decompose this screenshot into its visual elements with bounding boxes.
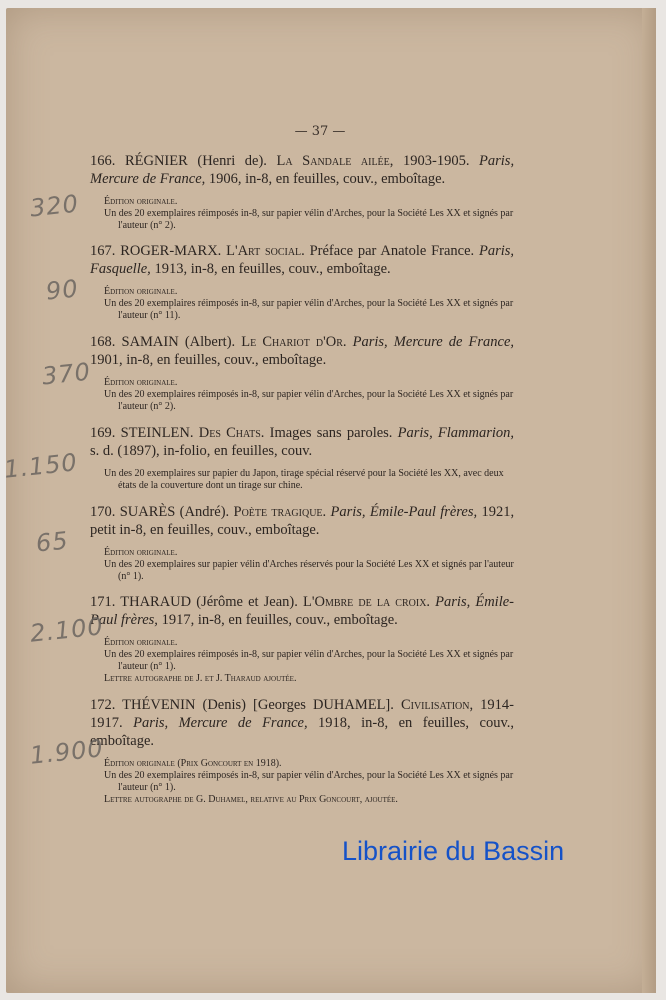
handwritten-price: 320 [28, 189, 81, 223]
handwritten-price: 1.150 [2, 448, 79, 484]
catalogue-entry-172 [90, 696, 514, 806]
entry-notes: Édition originale. Un des 20 exemplaires réimposés in-8, sur papier vélin d'Arches, pour la Société Les XX et signés par l'auteur (n° 2). [104, 196, 514, 231]
entry-notes: Édition originale. Un des 20 exemplaires sur papier vélin d'Arches réservés pour la Société Les XX et signés par l'auteur (n° 1). [104, 547, 514, 582]
watermark: Librairie du Bassin [342, 836, 565, 866]
handwritten-price: 1.900 [28, 734, 105, 770]
entry-heading: 169. STEINLEN. Des Chats. Images sans paroles. Paris, Flammarion, s. d. (1897), in-folio, en feuilles, couv. [90, 425, 515, 459]
entry-heading: 166. RÉGNIER (Henri de). La Sandale ailée, 1903-1905. Paris, Mercure de France, 1906, in-8, en feuilles, couv., emboîtage. [90, 153, 515, 187]
entry-notes: Édition originale. Un des 20 exemplaires réimposés in-8, sur papier vélin d'Arches, pour la Société Les XX et signés par l'auteur (n° 1). Lettre autographe de J. et J. Tharaud ajoutée. [104, 637, 514, 684]
catalogue-entry-169 [90, 424, 514, 492]
handwritten-price: 370 [40, 357, 93, 391]
entry-notes: Édition originale. Un des 20 exemplaires réimposés in-8, sur papier vélin d'Arches, pour la Société Les XX et signés par l'auteur (n° 2). [104, 377, 514, 412]
catalogue-entry-171 [90, 593, 514, 685]
entry-heading: 167. ROGER-MARX. L'Art social. Préface par Anatole France. Paris, Fasquelle, 1913, in-8, en feuilles, couv., emboîtage. [90, 243, 515, 277]
page-edge [642, 8, 656, 993]
handwritten-price: 65 [34, 526, 70, 558]
entry-heading: 168. SAMAIN (Albert). Le Chariot d'Or. Paris, Mercure de France, 1901, in-8, en feuilles, couv., emboîtage. [90, 334, 515, 368]
catalogue-entry-168 [90, 333, 514, 413]
handwritten-price: 2.100 [28, 612, 105, 648]
entry-notes: Édition originale (Prix Goncourt en 1918). Un des 20 exemplaires réimposés in-8, sur papier vélin d'Arches, pour la Société Les XX et signés par l'auteur (n° 1). Lettre autographe de G. Duhamel, relative au Prix Goncourt, ajoutée. [104, 758, 514, 805]
catalogue-entry-166 [90, 152, 514, 232]
entry-notes: Un des 20 exemplaires sur papier du Japon, tirage spécial réservé pour la Société les XX, avec deux états de la couverture dont un tirage sur chine. [104, 468, 504, 491]
page-number: — 37 — [294, 124, 346, 139]
catalogue-entry-167 [90, 242, 514, 322]
entry-heading: 171. THARAUD (Jérôme et Jean). L'Ombre de la croix. Paris, Émile-Paul frères, 1917, in-8, en feuilles, couv., emboîtage. [90, 594, 514, 628]
entry-heading: 172. THÉVENIN (Denis) [Georges DUHAMEL]. Civilisation, 1914-1917. Paris, Mercure de France, 1918, in-8, en feuilles, couv., emboîtage. [90, 697, 515, 749]
entry-heading: 170. SUARÈS (André). Poète tragique. Paris, Émile-Paul frères, 1921, petit in-8, en feuilles, couv., emboîtage. [90, 504, 515, 538]
entry-notes: Édition originale. Un des 20 exemplaires réimposés in-8, sur papier vélin d'Arches, pour la Société Les XX et signés par l'auteur (n° 11). [104, 286, 514, 321]
catalogue-entry-170 [90, 503, 514, 583]
handwritten-price: 90 [44, 274, 80, 306]
